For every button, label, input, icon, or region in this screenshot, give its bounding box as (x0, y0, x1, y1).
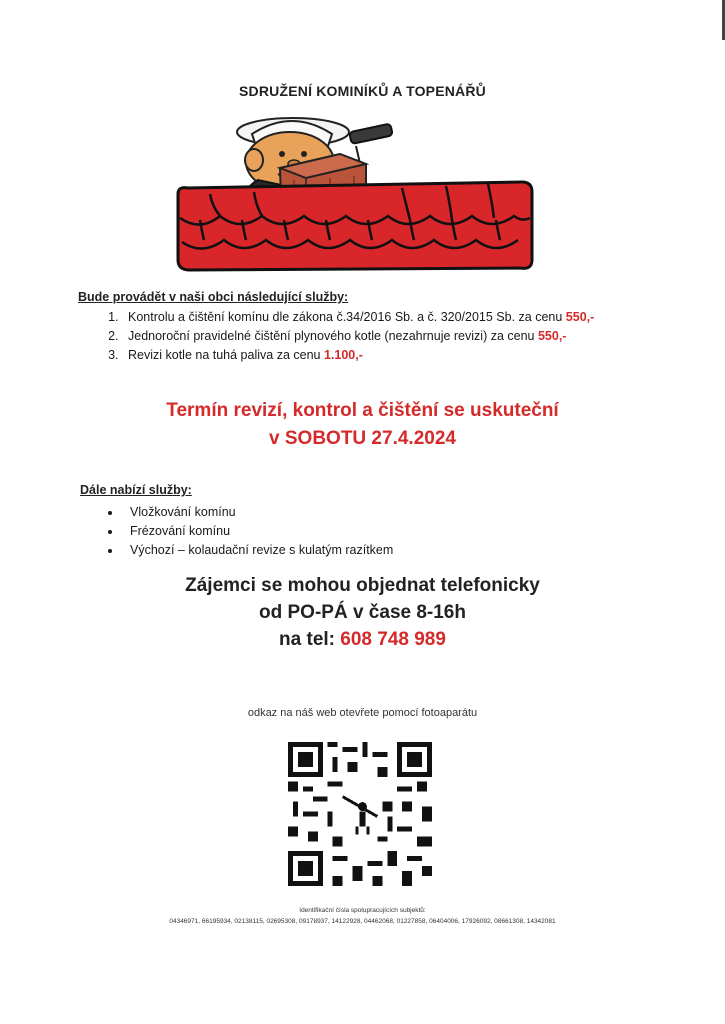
partner-ids-numbers: 04346971, 66195934, 02138115, 02695308, 09178937, 14122928, 04462068, 01227858, 06404006, 17926092, 08661308, 14342081 (169, 918, 556, 925)
list-item: 1. Kontrolu a čištění komínu dle zákona č.34/2016 Sb. a č. 320/2015 Sb. za cenu 550,- (122, 308, 678, 327)
chimney-sweep-illustration (170, 110, 540, 280)
term-line-1: Termín revizí, kontrol a čištění se uskuteční (166, 400, 559, 421)
list-item: • Frézování komínu (122, 522, 640, 541)
services-section (78, 290, 678, 365)
price: 550,- (565, 310, 595, 324)
list-item: 3. Revizi kotle na tuhá paliva za cenu 1.100,- (122, 346, 678, 365)
contact-line-1: Zájemci se mohou objednat telefonicky (185, 575, 540, 596)
additional-services-section (80, 483, 640, 560)
additional-services-list (80, 503, 640, 560)
page-title: SDRUŽENÍ KOMINÍKŮ A TOPENÁŘŮ (239, 83, 486, 99)
term-date: v SOBOTU 27.4.2024 (269, 428, 456, 449)
appointment-term (0, 397, 725, 453)
red-roof (178, 182, 532, 270)
phone-number[interactable]: 608 748 989 (340, 629, 446, 650)
contact-section (0, 572, 725, 653)
qr-code[interactable] (288, 742, 432, 886)
list-item: 2. Jednoroční pravidelné čištění plynového kotle (nezahrnuje revizi) za cenu 550,- (122, 327, 678, 346)
qr-note: odkaz na náš web otevřete pomocí fotoaparátu (247, 707, 478, 719)
services-list (78, 308, 678, 365)
list-item: • Vložkování komínu (122, 503, 640, 522)
sweep-brush (349, 124, 393, 144)
additional-services-heading: Dále nabízí služby: (80, 483, 192, 497)
partner-ids-title: Identifikační čísla spolupracujících subjektů: (299, 907, 426, 914)
contact-line-2: od PO-PÁ v čase 8-16h (259, 602, 466, 623)
price: 550,- (537, 329, 567, 343)
contact-line-3: na tel: 608 748 989 (279, 629, 446, 650)
services-heading: Bude provádět v naši obci následující služby: (78, 290, 349, 304)
price: 1.100,- (323, 348, 363, 362)
list-item: • Výchozí – kolaudační revize s kulatým razítkem (122, 541, 640, 560)
